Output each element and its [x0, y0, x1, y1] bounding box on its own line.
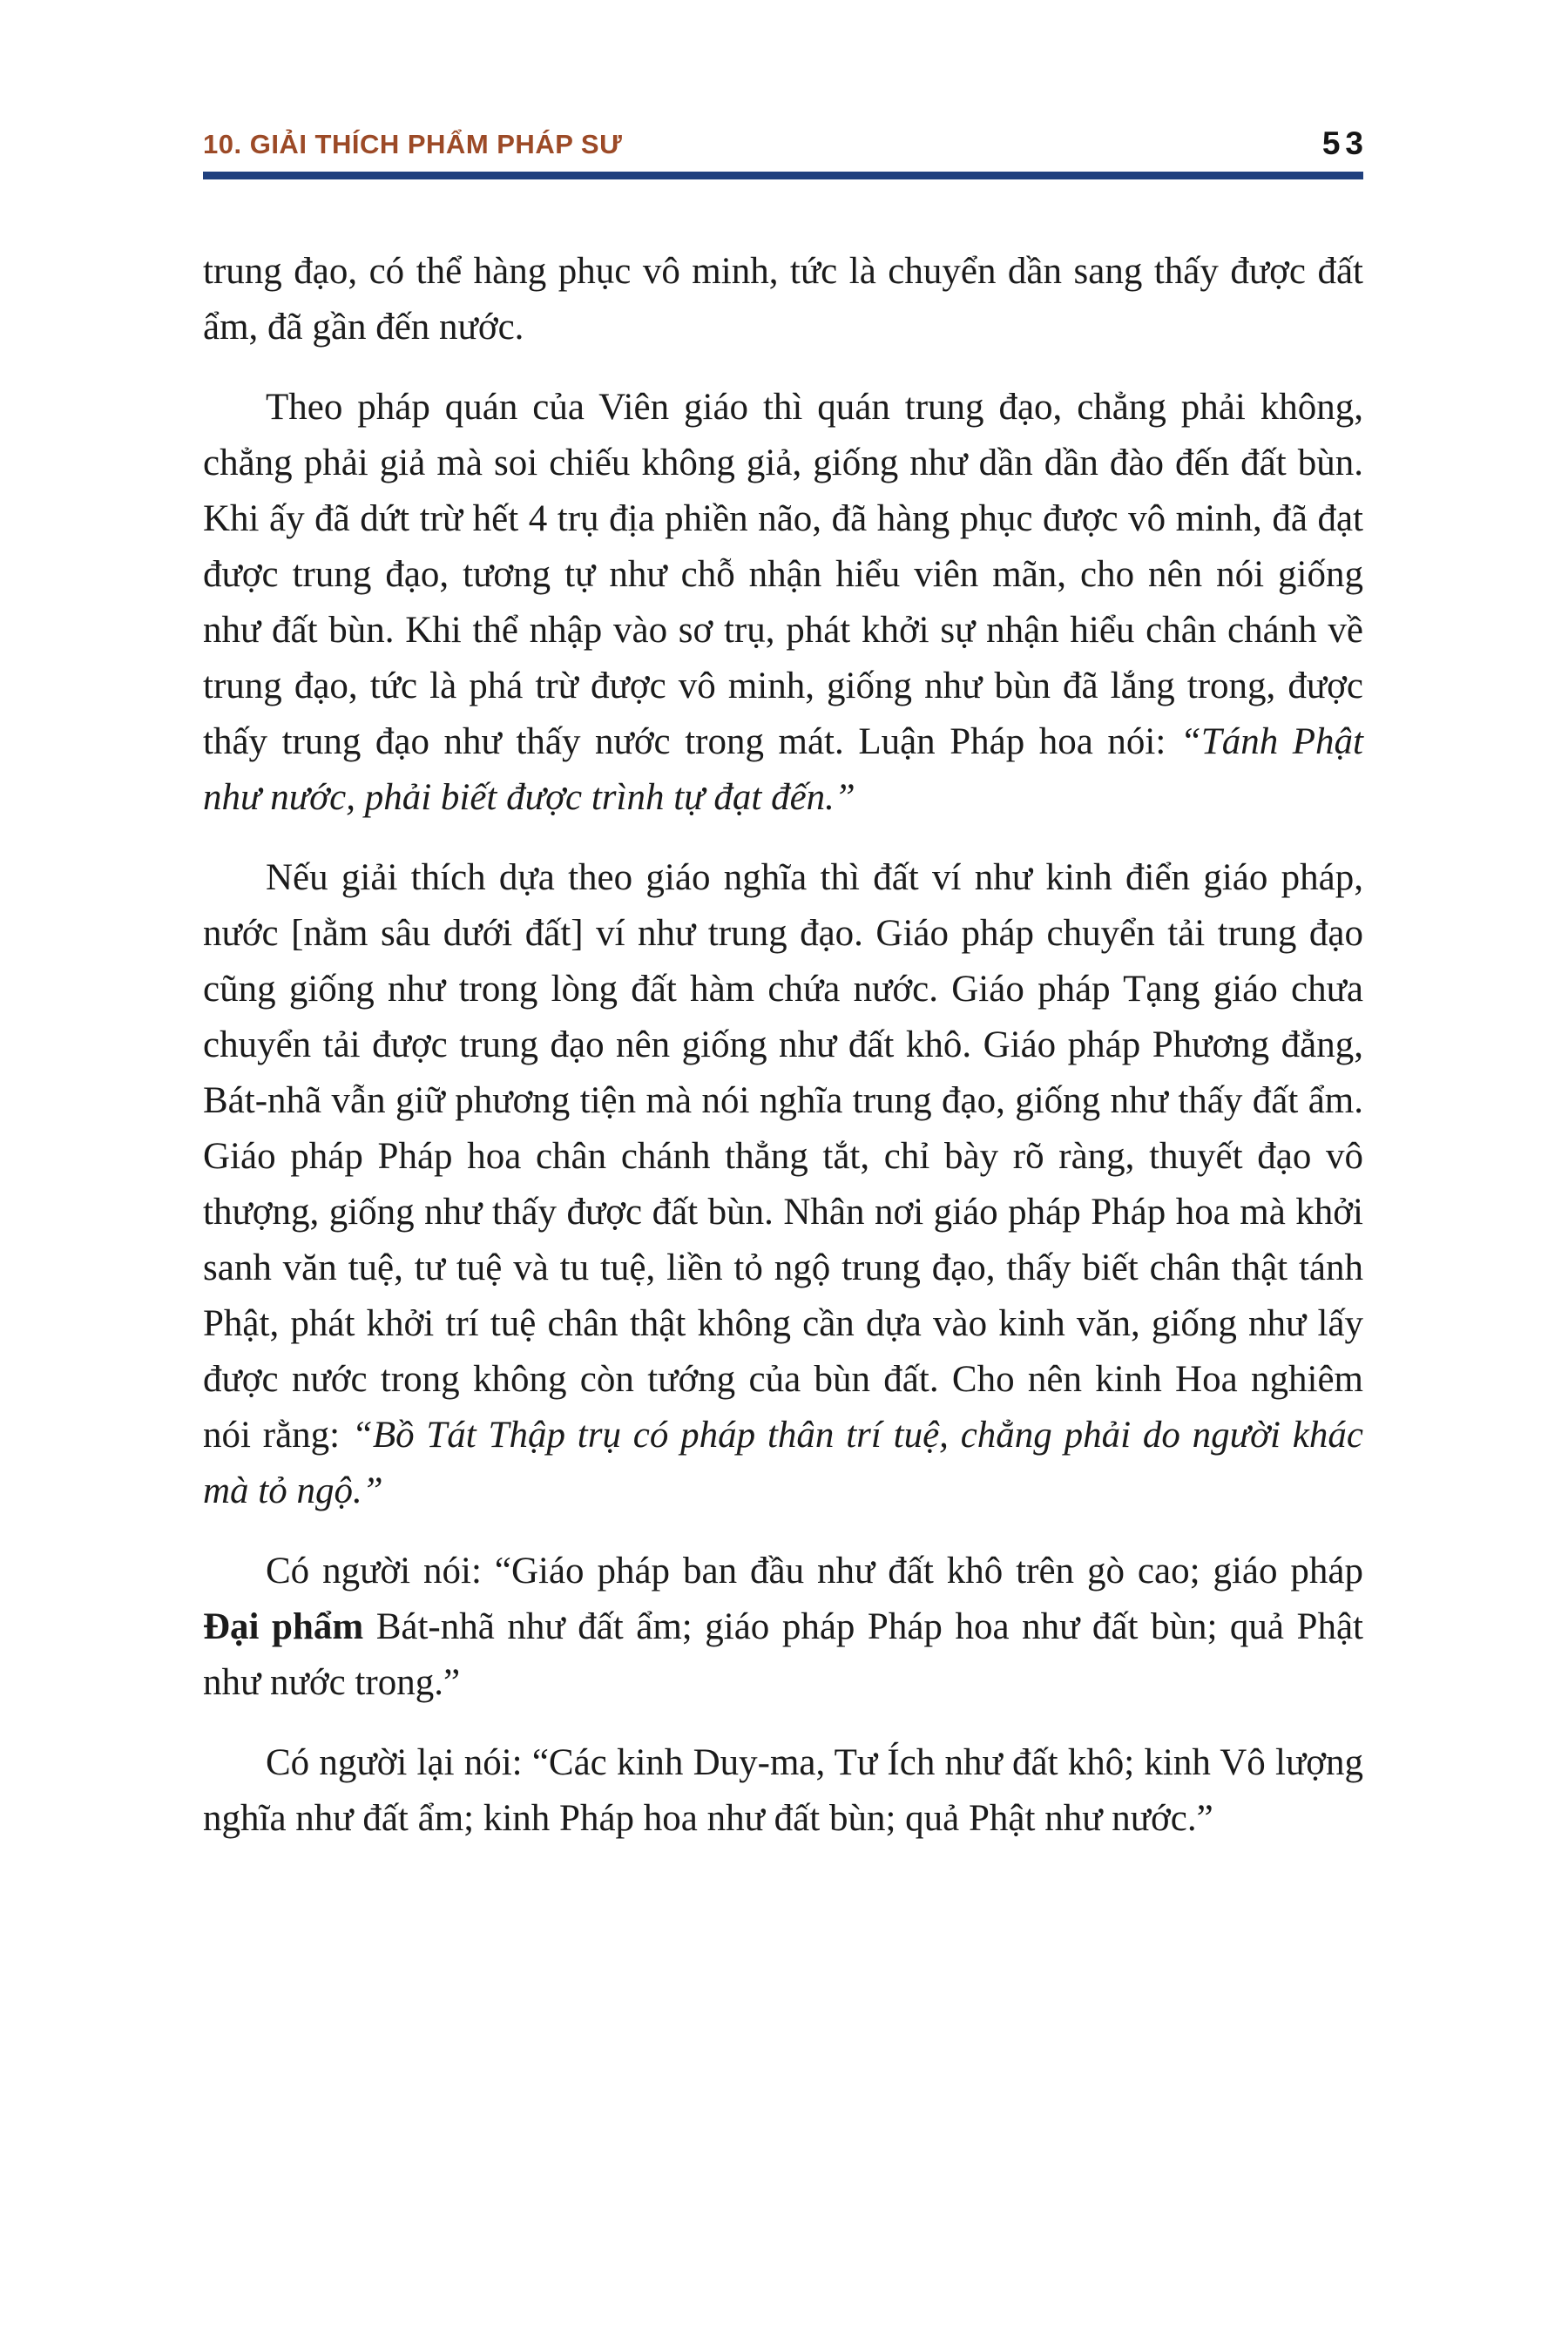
- page-number: 53: [1321, 125, 1369, 161]
- text-run-normal: Nếu giải thích dựa theo giáo nghĩa thì đất ví như kinh điển giáo pháp, nước [nằm sâu dưới đất] ví như trung đạo. Giáo pháp chuyển tải trung đạo cũng giống như trong lòng đất hàm chứa nước. Giáo pháp Tạng giáo chưa chuyển tải được trung đạo nên giống như đất khô. Giáo pháp Phương đẳng, Bát-nhã vẫn giữ phương tiện mà nói nghĩa trung đạo, giống như thấy đất ẩm. Giáo pháp Pháp hoa chân chánh thẳng tắt, chỉ bày rõ ràng, thuyết đạo vô thượng, giống như thấy được đất bùn. Nhân nơi giáo pháp Pháp hoa mà khởi sanh văn tuệ, tư tuệ và tu tuệ, liền tỏ ngộ trung đạo, thấy biết chân thật tánh Phật, phát khởi trí tuệ chân thật không cần dựa vào kinh văn, giống như lấy được nước trong không còn tướng của bùn đất. Cho nên kinh Hoa nghiêm nói rằng:: [203, 857, 1363, 1456]
- text-run-normal: Bát-nhã như đất ẩm; giáo pháp Pháp hoa như đất bùn; quả Phật như nước trong.”: [203, 1606, 1363, 1703]
- paragraph: [203, 1544, 1363, 1711]
- text-run-italic: “Bồ Tát Thập trụ có pháp thân trí tuệ, chẳng phải do người khác mà tỏ ngộ.”: [203, 1415, 1363, 1511]
- chapter-title: 10. GIẢI THÍCH PHẨM PHÁP SƯ: [203, 128, 623, 159]
- header-rule: [203, 172, 1363, 179]
- text-run-normal: trung đạo, có thể hàng phục vô minh, tức là chuyển dần sang thấy được đất ẩm, đã gần đến nước.: [203, 251, 1363, 348]
- paragraph: [203, 1735, 1363, 1847]
- text-run-normal: Có người nói: “Giáo pháp ban đầu như đất khô trên gò cao; giáo pháp: [266, 1551, 1363, 1592]
- text-run-bold: Đại phẩm: [203, 1606, 364, 1647]
- header-row: [203, 125, 1369, 161]
- paragraph: [203, 850, 1363, 1519]
- body-text: [203, 244, 1363, 1847]
- text-run-italic: “Tánh Phật như nước, phải biết được trình tự đạt đến.”: [203, 721, 1363, 818]
- page-header: [203, 125, 1369, 179]
- paragraph: [203, 380, 1363, 826]
- paragraph: [203, 244, 1363, 355]
- text-run-normal: Có người lại nói: “Các kinh Duy-ma, Tư Ích như đất khô; kinh Vô lượng nghĩa như đất ẩm; kinh Pháp hoa như đất bùn; quả Phật như nước.”: [203, 1742, 1363, 1839]
- page-content: [203, 0, 1369, 1871]
- text-run-normal: Theo pháp quán của Viên giáo thì quán trung đạo, chẳng phải không, chẳng phải giả mà soi chiếu không giả, giống như dần dần đào đến đất bùn. Khi ấy đã dứt trừ hết 4 trụ địa phiền não, đã hàng phục được vô minh, đã đạt được trung đạo, tương tự như chỗ nhận hiểu viên mãn, cho nên nói giống như đất bùn. Khi thể nhập vào sơ trụ, phát khởi sự nhận hiểu chân chánh về trung đạo, tức là phá trừ được vô minh, giống như bùn đã lắng trong, được thấy trung đạo như thấy nước trong mát. Luận Pháp hoa nói:: [203, 387, 1363, 762]
